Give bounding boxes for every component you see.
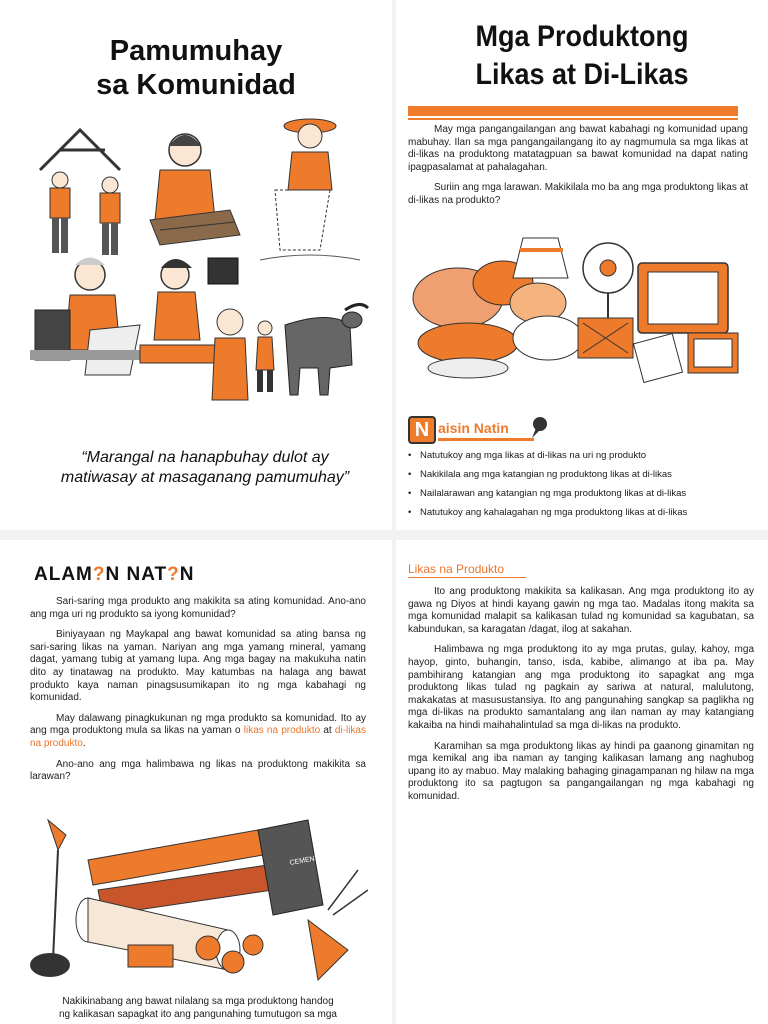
heading-underline (408, 577, 526, 578)
page-gutter-horizontal (0, 530, 768, 540)
title-line-1: Pamumuhay (109, 35, 283, 67)
naisin-label: aisin Natin (438, 420, 509, 436)
natural-products-illustration (28, 810, 368, 990)
heading-question-mark: ? (167, 564, 180, 585)
quote-line-1: “Marangal na hanapbuhay dulot ay (81, 449, 329, 466)
paragraph-3-start: May dalawang pinagkukunan ng mga produkto sa komunidad. Ito ay ang mga produktong mula sa likas na yaman o (30, 712, 366, 737)
title-underline-bar (408, 106, 738, 116)
title-line-2: sa Komunidad (96, 69, 296, 101)
intro-text (408, 124, 748, 216)
cement-bag-label: CEMENT (289, 854, 320, 867)
page-alamin-natin (0, 540, 392, 1024)
paragraph-2: Halimbawa ng mga produktong ito ay mga prutas, gulay, kahoy, mga hayop, ginto, buhangin, tanso, isda, kabibe, alimango at iba pa. May pambihirang katangian ang mga produktong ito sapagkat ang mga produktong likas tulad ng pagkain ay sariwa at natural, malulutong, makakatas at masusustansiya. Ito ang pangunahing sangkap sa paglikha ng mga di-likas na produkto samantalang ang ilan naman ay may katangiang kakaiba na hindi maihahalintulad sa mga di-likas na produkto. (408, 644, 754, 731)
paragraph-3: Karamihan sa mga produktong likas ay hindi pa gaanong ginamitan ng mga kemikal ang iba naman ay tanging kalikasan lamang ang naghubog upang ito ay mabuo. May malaking bahaging ginagampanan ng hilaw na mga produktong ito sa pagtugon sa pangangailangan ng mga kabahagi ng komunidad. (408, 740, 754, 802)
objective-item: • Nakikilala ang mga katangian ng produktong likas at di-likas (408, 469, 758, 481)
paragraph-3 (30, 713, 366, 751)
laptop-drawing (688, 333, 738, 373)
page-mga-produkto (396, 0, 768, 530)
builders-drawing (40, 130, 120, 255)
caption-line-2: ng kalikasan sapagkat ito ang pangunahing tumutugon sa mga (59, 1008, 337, 1020)
plant-drawing (30, 820, 70, 977)
di-likas-na-produkto-link: di-likas na produkto (30, 725, 366, 749)
heading-part: N (179, 564, 195, 585)
products-collage-illustration (408, 228, 753, 388)
heading-part: N NAT (105, 564, 168, 585)
caption-line-1: Nakikinabang ang bawat nilalang sa mga produktong handog (62, 996, 334, 1007)
television-drawing (638, 263, 728, 333)
naisin-natin-heading (408, 414, 548, 444)
objectives-list (408, 450, 758, 526)
paragraph-4: Ano-ano ang mga halimbawa ng likas na produktong makikita sa larawan? (30, 758, 366, 783)
likas-na-produkto-link: likas na produkto (243, 725, 321, 737)
paragraph-2: Biniyayaan ng Maykapal ang bawat komunidad sa ating bansa ng sari-saring likas na yaman. Nariyan ang mga yamang mineral, yamang dagat, yamang tubig at yamang lupa. Ang mga bagay na makukuha natin dito ay tinatawag na produkto. May katumbas na halaga ang bawat produkto kaya naman pinagsusumikapan ito ng mga kabahagi ng komunidad. (30, 629, 366, 704)
fisherwoman-drawing (260, 119, 360, 260)
paragraph-1: Sari-saring mga produkto ang makikita sa ating komunidad. Ano-ano ang mga uri ng produkto sa iyong komunidad? (30, 596, 366, 620)
likas-text (408, 586, 754, 812)
cement-bag-drawing (258, 820, 323, 915)
naisin-letter-icon: N (408, 416, 436, 444)
pushpin-icon (530, 416, 550, 440)
title-line-1: Mga Produktong (475, 20, 689, 53)
cellphone-drawing (634, 334, 683, 383)
page-likas-na-produkto (396, 540, 768, 1024)
paragraph-1: Ito ang produktong makikita sa kalikasan. Ang mga produktong ito ay gawa ng Diyos at hindi kayang gawin ng mga tao. Madalas itong makita sa mga komunidad malapit sa kalikasan tulad ng komunidad sa kagubatan, sa kabundukan, sa karagatan /dagat, ilog at sakahan. (408, 586, 754, 635)
tailor-drawing (30, 258, 140, 376)
objective-item: • Nailalarawan ang katangian ng mga produktong likas at di-likas (408, 488, 758, 500)
bags-drawing (578, 318, 633, 358)
food-products-drawing (413, 261, 583, 378)
pharmacist-drawing (140, 258, 248, 400)
page-title (415, 18, 750, 94)
paragraph-3-mid: at (320, 725, 335, 737)
page-pamumuhay (0, 0, 392, 530)
heading-question-mark: ? (92, 564, 106, 585)
naisin-underline (438, 438, 534, 441)
alamin-text (30, 596, 366, 792)
quote-line-2: matiwasay at masaganang pamumuhay” (60, 469, 350, 486)
community-workers-illustration (30, 110, 370, 410)
natural-products-caption (30, 996, 366, 1021)
objective-item: • Natutukoy ang mga likas at di-likas na uri ng produkto (408, 450, 758, 462)
alamin-natin-heading (34, 564, 194, 586)
instruction-paragraph: Suriin ang mga larawan. Makikilala mo ba ang mga produktong likas at di-likas na produkto? (408, 182, 748, 206)
fan-drawing (583, 243, 633, 323)
paragraph-3-end: . (82, 737, 86, 749)
heading-text: Likas na Produkto (408, 562, 505, 576)
motto-quote (40, 448, 370, 488)
dress-drawing (513, 238, 568, 278)
likas-na-produkto-heading (408, 562, 504, 576)
carpenter-drawing (150, 134, 240, 245)
farmer-carabao-drawing (256, 304, 368, 395)
title-line-2: Likas at Di-Likas (475, 58, 689, 91)
intro-paragraph: May mga pangangailangan ang bawat kabahagi ng komunidad upang mabuhay. Ilan sa mga pangangailangang ito ay nagmumula sa mga likas at di-likas na produktong matatagpuan sa bawat komunidad na dapat nating ipagpasalamat at pahalagahan. (408, 124, 748, 173)
heading-part: ALAM (34, 564, 93, 585)
page-title (0, 34, 392, 102)
objective-item: • Natutukoy ang kahalagahan ng mga produktong likas at di-likas (408, 507, 758, 519)
